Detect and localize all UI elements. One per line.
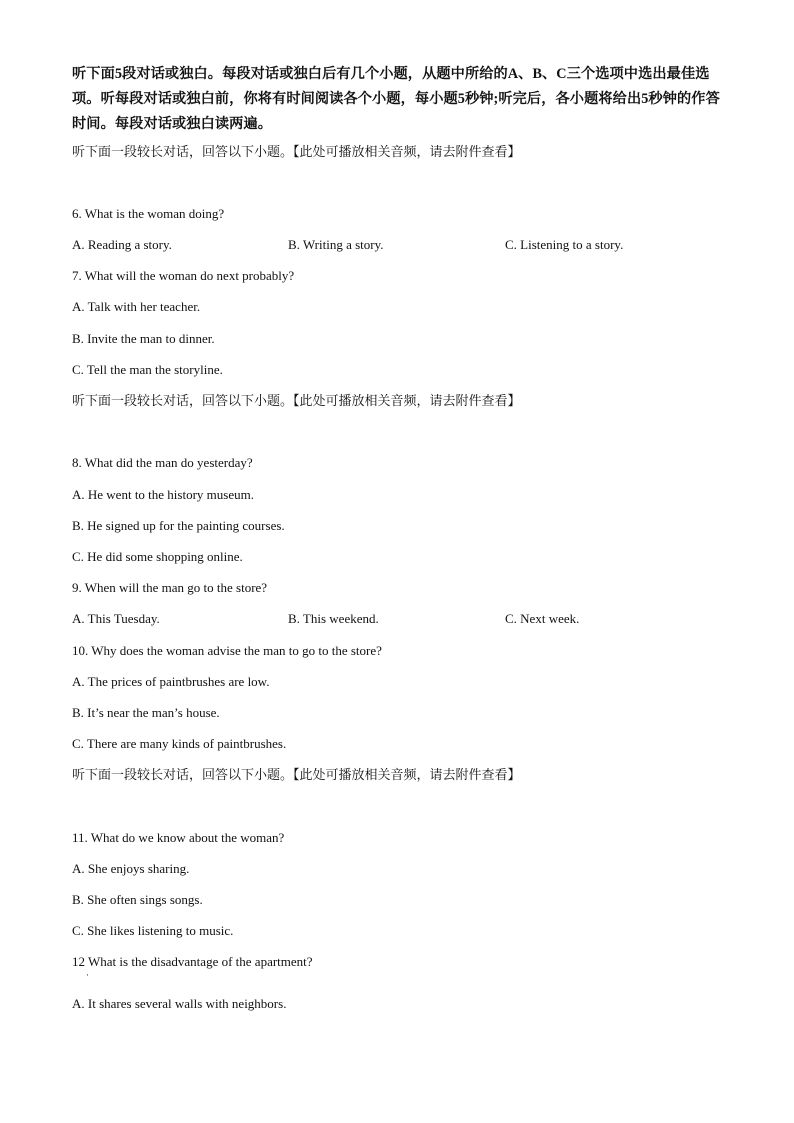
question-10-stem: 10. Why does the woman advise the man to go to the store? <box>72 643 382 658</box>
question-8-stem: 8. What did the man do yesterday? <box>72 455 253 470</box>
question-7-option-c: C. Tell the man the storyline. <box>72 362 223 377</box>
question-7-option-b: B. Invite the man to dinner. <box>72 331 215 346</box>
question-6-option-c: C. Listening to a story. <box>505 237 624 252</box>
question-7-option-a: A. Talk with her teacher. <box>72 299 201 314</box>
question-8-option-b: B. He signed up for the painting courses. <box>72 518 285 533</box>
question-9-option-a: A. This Tuesday. <box>72 611 160 626</box>
question-9-option-c: C. Next week. <box>505 611 580 626</box>
question-11-stem: 11. What do we know about the woman? <box>72 830 285 845</box>
question-7-stem: 7. What will the woman do next probably? <box>72 268 295 283</box>
question-10-option-b: B. It’s near the man’s house. <box>72 705 220 720</box>
question-11-option-c: C. She likes listening to music. <box>72 923 234 938</box>
instructions-paragraph: 听下面5段对话或独白。每段对话或独白后有几个小题，从题中所给的A、B、C三个选项中选出最佳选项。听每段对话或独白前，你将有时间阅读各个小题，每小题5秒钟;听完后，各小题将给出5秒钟的作答时间。每段对话或独白读两遍。 <box>72 66 720 132</box>
question-10-option-a: A. The prices of paintbrushes are low. <box>72 674 270 689</box>
question-8-option-a: A. He went to the history museum. <box>72 487 254 502</box>
question-12-stem: 12 What is the disadvantage of the apartment? <box>72 954 313 969</box>
stray-dot-mark: · <box>86 970 89 980</box>
audio-note-3: 听下面一段较长对话，回答以下小题。【此处可播放相关音频，请去附件查看】 <box>72 767 521 782</box>
audio-note-2: 听下面一段较长对话，回答以下小题。【此处可播放相关音频，请去附件查看】 <box>72 393 521 408</box>
question-9-stem: 9. When will the man go to the store? <box>72 580 268 595</box>
question-10-option-c: C. There are many kinds of paintbrushes. <box>72 736 287 751</box>
question-12-option-a: A. It shares several walls with neighbors. <box>72 996 287 1011</box>
question-6-stem: 6. What is the woman doing? <box>72 206 225 221</box>
audio-note-1: 听下面一段较长对话，回答以下小题。【此处可播放相关音频，请去附件查看】 <box>72 144 521 159</box>
question-6-option-a: A. Reading a story. <box>72 237 172 252</box>
question-6-option-b: B. Writing a story. <box>288 237 384 252</box>
question-9-option-b: B. This weekend. <box>288 611 379 626</box>
question-11-option-b: B. She often sings songs. <box>72 892 203 907</box>
question-11-option-a: A. She enjoys sharing. <box>72 861 190 876</box>
question-8-option-c: C. He did some shopping online. <box>72 549 243 564</box>
